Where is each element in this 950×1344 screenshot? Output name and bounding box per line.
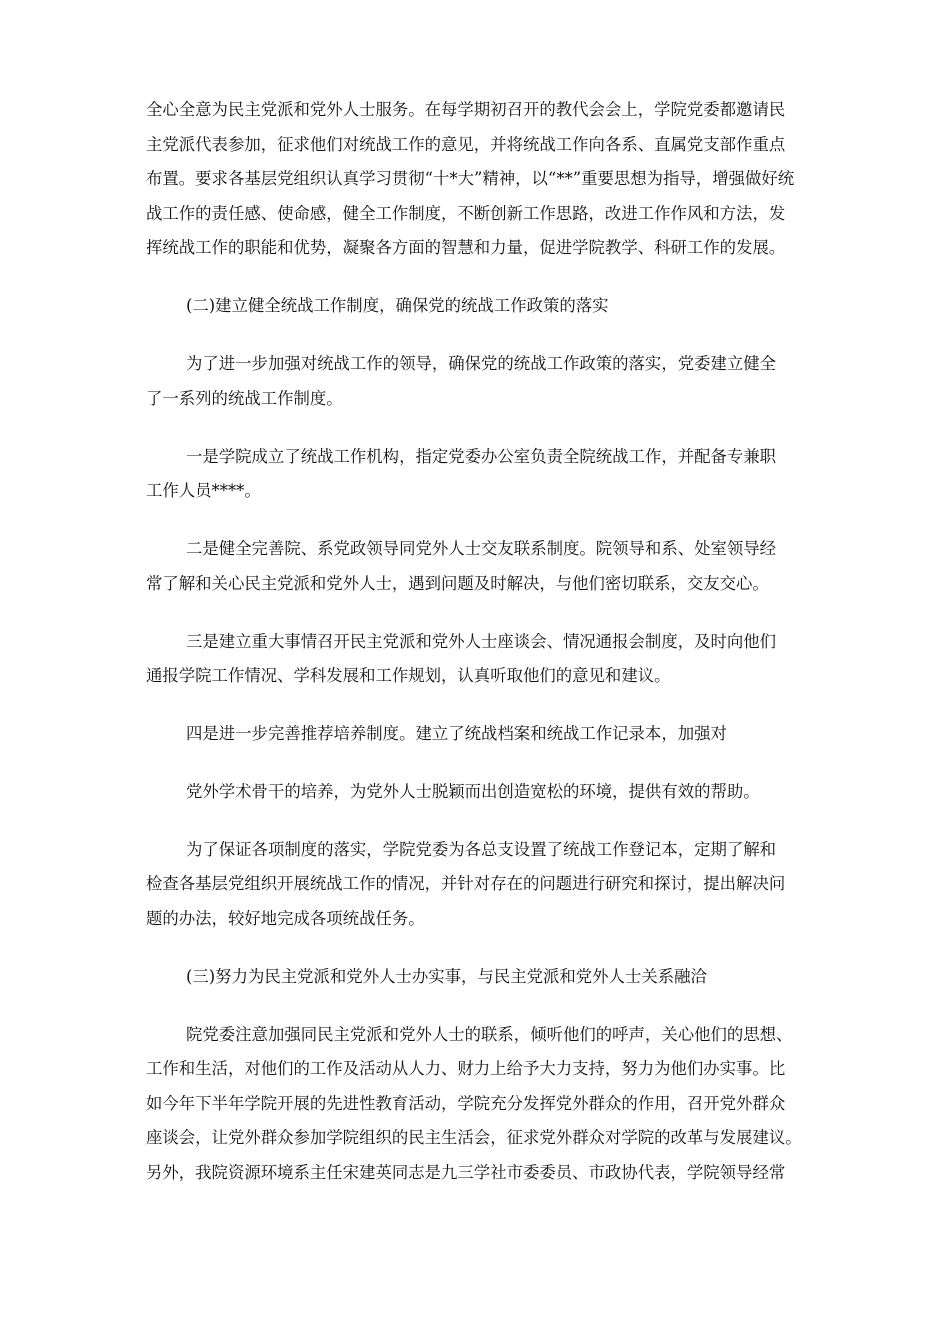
text-line: 三是建立重大事情召开民主党派和党外人士座谈会、情况通报会制度，及时向他们	[186, 632, 777, 651]
text-line: 工作和生活，对他们的工作及活动从人力、财力上给予大力支持，努力为他们办实事。比	[146, 1059, 786, 1078]
text-line: 了一系列的统战工作制度。	[146, 389, 343, 408]
text-line: 一是学院成立了统战工作机构，指定党委办公室负责全院统战工作，并配备专兼职	[186, 447, 777, 466]
text-line: 四是进一步完善推荐培养制度。建立了统战档案和统战工作记录本，加强对	[186, 724, 727, 743]
text-line: 党外学术骨干的培养，为党外人士脱颖而出创造宽松的环境，提供有效的帮助。	[186, 782, 760, 801]
text-line: 战工作的责任感、使命感，健全工作制度，不断创新工作思路，改进工作作风和方法，发	[146, 204, 786, 223]
section-heading: (二)建立健全统战工作制度，确保党的统战工作政策的落实	[186, 296, 609, 315]
text-line: 座谈会，让党外群众参加学院组织的民主生活会，征求党外群众对学院的改革与发展建议。	[146, 1128, 802, 1147]
text-line: 全心全意为民主党派和党外人士服务。在每学期初召开的教代会会上，学院党委都邀请民	[146, 100, 786, 119]
section-heading: (三)努力为民主党派和党外人士办实事，与民主党派和党外人士关系融洽	[186, 967, 707, 986]
text-line: 为了保证各项制度的落实，学院党委为各总支设置了统战工作登记本，定期了解和	[186, 840, 777, 859]
text-line: 另外，我院资源环境系主任宋建英同志是九三学社市委委员、市政协代表，学院领导经常	[146, 1163, 786, 1182]
text-line: 二是健全完善院、系党政领导同党外人士交友联系制度。院领导和系、处室领导经	[186, 539, 777, 558]
text-line: 常了解和关心民主党派和党外人士，遇到问题及时解决，与他们密切联系，交友交心。	[146, 574, 769, 593]
text-line: 为了进一步加强对统战工作的领导，确保党的统战工作政策的落实，党委建立健全	[186, 354, 777, 373]
text-line: 题的办法，较好地完成各项统战任务。	[146, 909, 425, 928]
text-line: 挥统战工作的职能和优势，凝聚各方面的智慧和力量，促进学院教学、科研工作的发展。	[146, 238, 786, 257]
text-line: 主党派代表参加，征求他们对统战工作的意见，并将统战工作向各系、直属党支部作重点	[146, 135, 786, 154]
text-line: 如今年下半年学院开展的先进性教育活动，学院充分发挥党外群众的作用，召开党外群众	[146, 1094, 786, 1113]
text-line: 工作人员****。	[146, 481, 261, 500]
text-line: 检查各基层党组织开展统战工作的情况，并针对存在的问题进行研究和探讨，提出解决问	[146, 874, 786, 893]
text-line: 院党委注意加强同民主党派和党外人士的联系，倾听他们的呼声，关心他们的思想、	[186, 1025, 793, 1044]
text-line: 通报学院工作情况、学科发展和工作规划，认真听取他们的意见和建议。	[146, 666, 671, 685]
text-line: 布置。要求各基层党组织认真学习贯彻“十*大”精神，以“**”重要思想为指导，增强做好统	[146, 169, 795, 188]
